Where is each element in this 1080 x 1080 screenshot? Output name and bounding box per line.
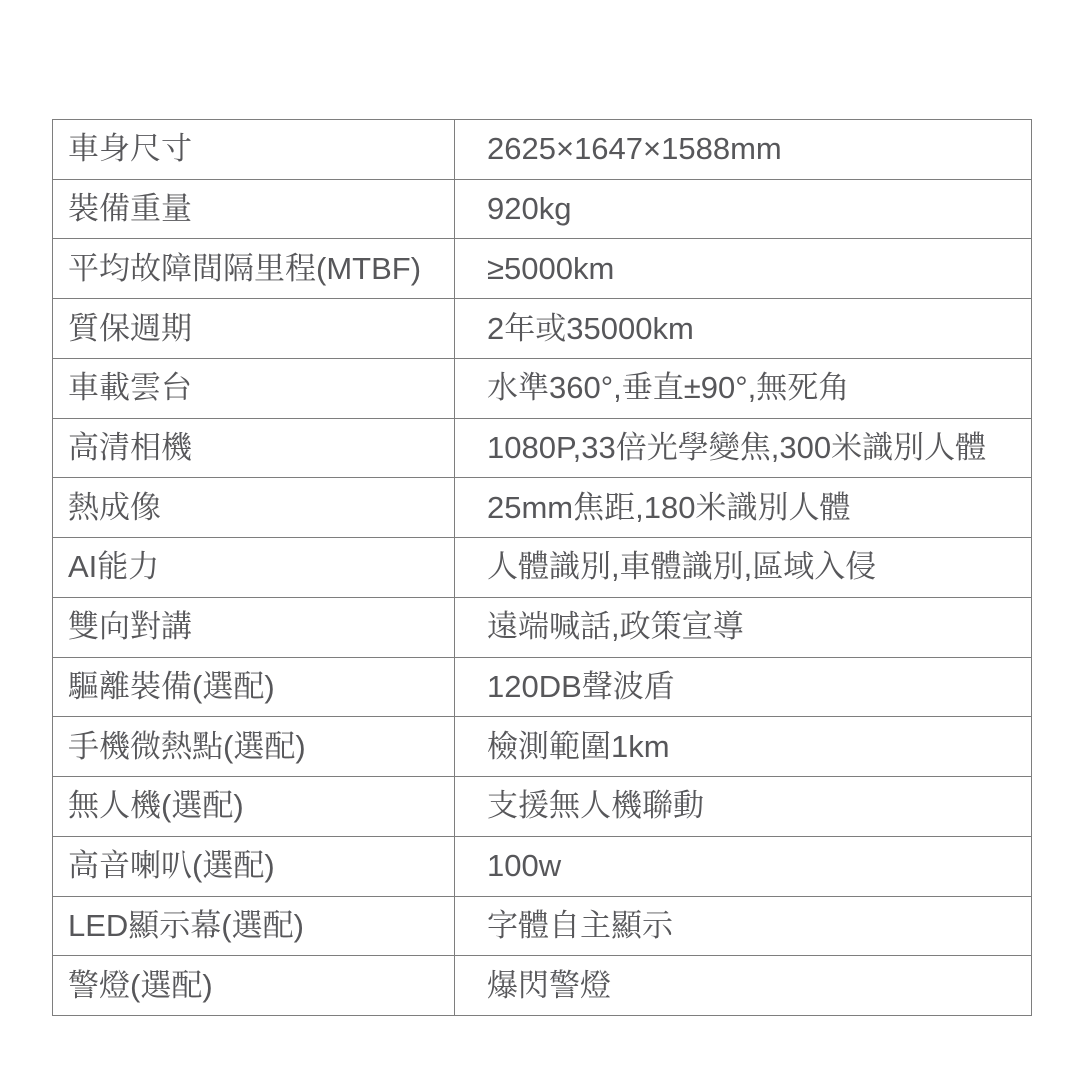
spec-value-cell: 檢測範圍1km: [487, 728, 670, 764]
table-row: [53, 477, 1031, 537]
table-row: [53, 955, 1031, 1015]
table-row: [53, 120, 1031, 179]
spec-value-cell: 水準360°,垂直±90°,無死角: [487, 370, 850, 406]
table-row: [53, 358, 1031, 418]
table-row: [53, 896, 1031, 956]
spec-label-cell: 裝備重量: [53, 180, 455, 239]
spec-value-cell: 字體自主顯示: [487, 907, 673, 943]
spec-value-cell: 920kg: [487, 191, 572, 227]
spec-label-cell: LED顯示幕(選配): [53, 897, 455, 956]
table-row: [53, 657, 1031, 717]
spec-label-cell: 警燈(選配): [53, 956, 455, 1015]
spec-value-cell: 人體識別,車體識別,區域入侵: [487, 549, 877, 585]
spec-value-cell: 120DB聲波盾: [487, 668, 675, 704]
spec-value-cell: ≥5000km: [487, 250, 615, 286]
table-row: [53, 418, 1031, 478]
table-row: [53, 298, 1031, 358]
table-row: [53, 179, 1031, 239]
spec-value-cell: 100w: [487, 848, 562, 884]
spec-value-cell: 1080P,33倍光學變焦,300米識別人體: [487, 429, 987, 465]
table-row: [53, 238, 1031, 298]
spec-value-cell: 遠端喊話,政策宣導: [487, 609, 744, 645]
table-row: [53, 716, 1031, 776]
table-row: [53, 537, 1031, 597]
spec-label-cell: 熱成像: [53, 478, 455, 537]
spec-label-cell: 雙向對講: [53, 598, 455, 657]
spec-label-cell: 驅離裝備(選配): [53, 658, 455, 717]
spec-value-cell: 25mm焦距,180米識別人體: [487, 489, 851, 525]
spec-value-cell: 爆閃警燈: [487, 967, 611, 1003]
table-row: [53, 776, 1031, 836]
spec-label-cell: 車身尺寸: [53, 120, 455, 179]
spec-label-cell: 手機微熱點(選配): [53, 717, 455, 776]
table-row: [53, 836, 1031, 896]
spec-label-cell: 質保週期: [53, 299, 455, 358]
spec-label-cell: 無人機(選配): [53, 777, 455, 836]
spec-value-cell: 2年或35000km: [487, 310, 694, 346]
spec-label-cell: AI能力: [53, 538, 455, 597]
spec-label-cell: 平均故障間隔里程(MTBF): [53, 239, 455, 298]
spec-value-cell: 2625×1647×1588mm: [487, 131, 782, 167]
spec-label-cell: 車載雲台: [53, 359, 455, 418]
spec-value-cell: 支援無人機聯動: [487, 788, 704, 824]
spec-table: [52, 119, 1032, 1016]
spec-label-cell: 高清相機: [53, 419, 455, 478]
spec-label-cell: 高音喇叭(選配): [53, 837, 455, 896]
table-row: [53, 597, 1031, 657]
